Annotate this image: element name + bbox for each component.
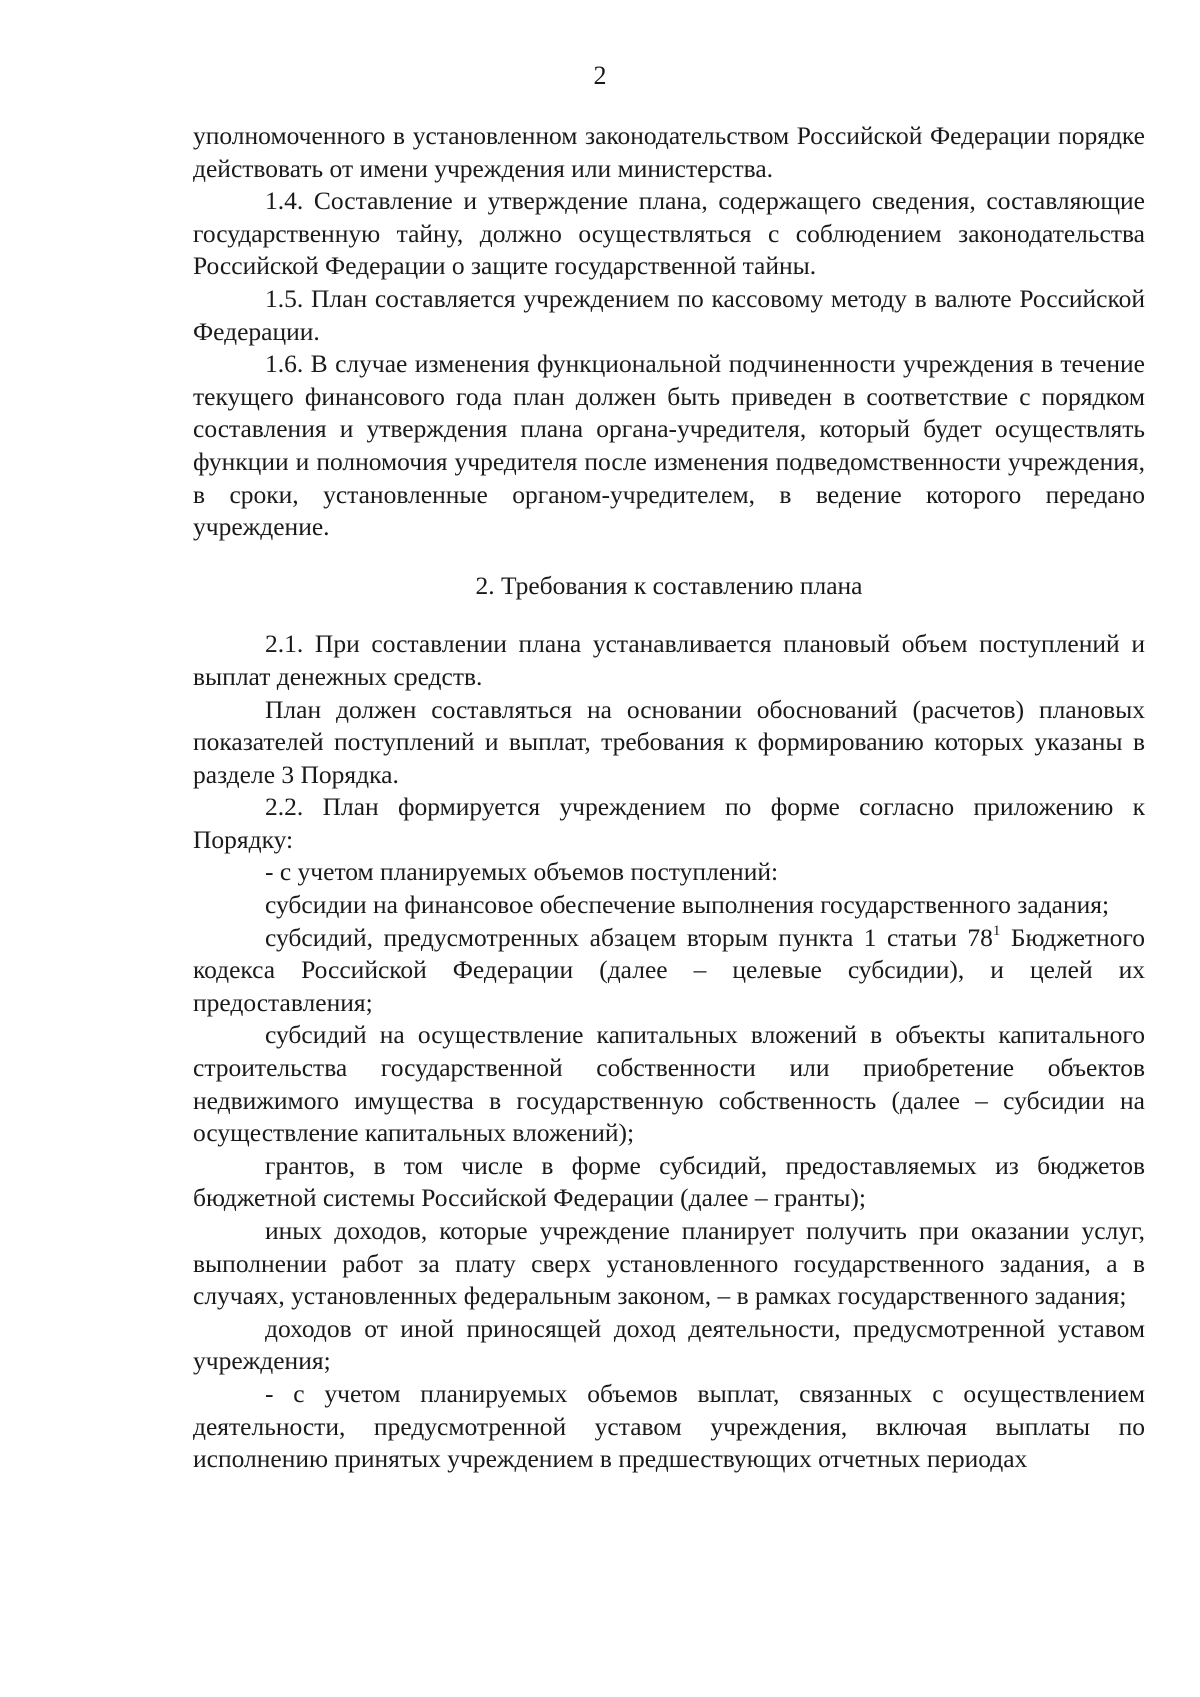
paragraph: уполномоченного в установленном законодательством Российской Федерации порядке действовать от имени учреждения или министерства. xyxy=(193,121,1145,183)
list-item: грантов, в том числе в форме субсидий, предоставляемых из бюджетов бюджетной системы Российской Федерации (далее – гранты); xyxy=(193,1150,1145,1213)
list-item: - с учетом планируемых объемов выплат, связанных с осуществлением деятельности, предусмотренной уставом учреждения, включая выплаты по исполнению принятых учреждением в предшествующих отчетных периодах xyxy=(193,1378,1145,1474)
list-item-text: субсидий, предусмотренных абзацем вторым пункта 1 статьи 78 xyxy=(265,922,993,952)
superscript: 1 xyxy=(992,922,1001,939)
list-item: доходов от иной приносящей доход деятельности, предусмотренной уставом учреждения; xyxy=(193,1313,1145,1376)
paragraph-2-2: 2.2. План формируется учреждением по форме согласно приложению к Порядку: xyxy=(193,792,1145,854)
paragraph-1-5: 1.5. План составляется учреждением по кассовому методу в валюте Российской Федерации. xyxy=(193,283,1145,346)
document-body xyxy=(193,120,1145,1476)
list-item: субсидии на финансовое обеспечение выполнения государственного задания; xyxy=(265,890,1110,920)
list-item: иных доходов, которые учреждение планирует получить при оказании услуг, выполнении работ за плату сверх установленного государственного задания, а в случаях, установленных федеральным законом, – в рамках государственного задания; xyxy=(193,1216,1145,1311)
list-item xyxy=(193,922,1145,1020)
paragraph-2-1: 2.1. При составлении плана устанавливается плановый объем поступлений и выплат денежных средств. xyxy=(193,629,1145,691)
list-item-text: Бюджетного кодекса Российской Федерации (далее – целевые субсидии), и целей их предоставления; xyxy=(193,922,1145,1017)
paragraph-1-6: 1.6. В случае изменения функциональной подчиненности учреждения в течение текущего финансового года план должен быть приведен в соответствие с порядком составления и утверждения плана органа-учредителя, который будет осуществлять функции и полномочия учредителя после изменения подведомственности учреждения, в сроки, установленные органом-учредителем, в ведение которого передано учреждение. xyxy=(193,349,1145,542)
paragraph: План должен составляться на основании обоснований (расчетов) плановых показателей поступлений и выплат, требования к формированию которых указаны в разделе 3 Порядка. xyxy=(193,694,1145,789)
page-number: 2 xyxy=(593,61,607,90)
list-item: - с учетом планируемых объемов поступлений: xyxy=(265,857,779,887)
paragraph-1-4: 1.4. Составление и утверждение плана, содержащего сведения, составляющие государственную тайну, должно осуществляться с соблюдением законодательства Российской Федерации о защите государственной тайны. xyxy=(193,186,1145,281)
section-heading: 2. Требования к составлению плана xyxy=(475,570,863,600)
list-item: субсидий на осуществление капитальных вложений в объекты капитального строительства государственной собственности или приобретение объектов недвижимого имущества в государственную собственность (далее – субсидии на осуществление капитальных вложений); xyxy=(193,1020,1145,1148)
